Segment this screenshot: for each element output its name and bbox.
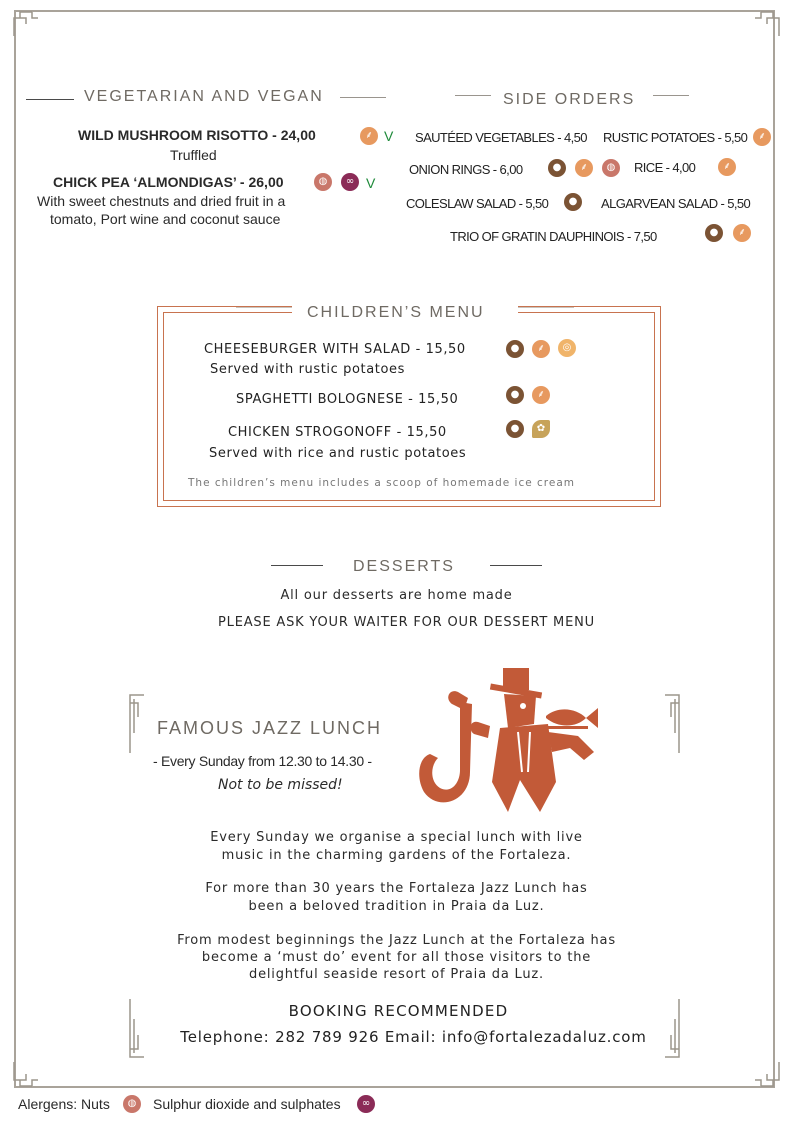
- gluten-icon: ⸙: [718, 158, 736, 176]
- corner-ornament-bottom-right: [751, 1060, 781, 1090]
- side-item: RICE - 4,00: [634, 160, 696, 175]
- section-title-veg: VEGETARIAN AND VEGAN: [84, 88, 324, 105]
- kids-note: The children’s menu includes a scoop of homemade ice cream: [188, 477, 576, 489]
- section-title-jazz: FAMOUS JAZZ LUNCH: [157, 718, 383, 738]
- divider: [340, 97, 386, 98]
- side-item: TRIO OF GRATIN DAUPHINOIS - 7,50: [450, 229, 657, 244]
- jazz-paragraph: delightful seaside resort of Praia da Luz.: [249, 967, 544, 982]
- jazz-paragraph: From modest beginnings the Jazz Lunch at the Fortaleza has: [177, 933, 616, 948]
- section-title-desserts: DESSERTS: [353, 558, 455, 575]
- desserts-line: All our desserts are home made: [280, 588, 513, 603]
- menu-item-desc: Truffled: [170, 147, 217, 163]
- section-title-sides: SIDE ORDERS: [503, 91, 636, 108]
- booking-title: BOOKING RECOMMENDED: [288, 1002, 509, 1020]
- sulphites-icon: ∞: [341, 173, 359, 191]
- divider: [455, 95, 491, 96]
- nuts-icon: ◍: [602, 159, 620, 177]
- dairy-icon: ●: [506, 386, 524, 404]
- kids-item-desc: Served with rustic potatoes: [210, 362, 406, 377]
- side-item: ALGARVEAN SALAD - 5,50: [601, 196, 751, 211]
- dairy-icon: ●: [506, 340, 524, 358]
- kids-item-name: CHEESEBURGER WITH SALAD - 15,50: [204, 342, 466, 357]
- desserts-line: PLEASE ASK YOUR WAITER FOR OUR DESSERT MENU: [218, 615, 595, 630]
- nuts-icon: ◍: [314, 173, 332, 191]
- menu-item-name: CHICK PEA ‘ALMONDIGAS’ - 26,00: [53, 174, 284, 190]
- divider: [490, 565, 542, 566]
- corner-ornament-top-right: [751, 8, 781, 38]
- gluten-icon: ⸙: [532, 340, 550, 358]
- divider: [518, 307, 574, 308]
- dairy-icon: ●: [548, 159, 566, 177]
- divider: [271, 565, 323, 566]
- divider: [26, 99, 74, 100]
- jazz-paragraph: For more than 30 years the Fortaleza Jazz Lunch has: [205, 881, 588, 896]
- corner-ornament-bottom-left: [12, 1060, 42, 1090]
- jazz-paragraph: become a ‘must do’ event for all those visitors to the: [201, 950, 592, 965]
- section-title-kids: CHILDREN’S MENU: [307, 304, 485, 321]
- kids-item-name: SPAGHETTI BOLOGNESE - 15,50: [236, 392, 459, 407]
- saxophonist-illustration: [408, 662, 608, 822]
- celery-icon: ✿: [532, 420, 550, 438]
- jazz-paragraph: been a beloved tradition in Praia da Luz.: [248, 899, 545, 914]
- menu-item-desc: With sweet chestnuts and dried fruit in a: [37, 193, 286, 209]
- corner-ornament-top-left: [12, 8, 42, 38]
- kids-item-desc: Served with rice and rustic potatoes: [209, 446, 467, 461]
- allergens-label: Alergens: Nuts: [18, 1096, 110, 1112]
- side-item: SAUTÉED VEGETABLES - 4,50: [415, 130, 587, 145]
- sulphites-icon: ∞: [357, 1095, 375, 1113]
- gluten-icon: ⸙: [532, 386, 550, 404]
- gluten-icon: ⸙: [360, 127, 378, 145]
- divider: [236, 307, 292, 308]
- ornament-bracket: [126, 693, 146, 755]
- gluten-icon: ⸙: [733, 224, 751, 242]
- jazz-tagline: Not to be missed!: [218, 777, 343, 793]
- vegan-mark: V: [366, 175, 376, 191]
- side-item: COLESLAW SALAD - 5,50: [406, 196, 549, 211]
- allergens-sulph-label: Sulphur dioxide and sulphates: [153, 1096, 341, 1112]
- jazz-paragraph: Every Sunday we organise a special lunch with live: [210, 830, 583, 845]
- dairy-icon: ●: [506, 420, 524, 438]
- gluten-icon: ⸙: [753, 128, 771, 146]
- dairy-icon: ●: [564, 193, 582, 211]
- contact-line: Telephone: 282 789 926 Email: info@fortalezadaluz.com: [180, 1028, 647, 1046]
- side-item: ONION RINGS - 6,00: [409, 162, 523, 177]
- gluten-icon: ⸙: [575, 159, 593, 177]
- egg-icon: ◎: [558, 339, 576, 357]
- menu-item-desc: tomato, Port wine and coconut sauce: [50, 211, 281, 227]
- jazz-paragraph: music in the charming gardens of the Fortaleza.: [221, 848, 572, 863]
- nuts-icon: ◍: [123, 1095, 141, 1113]
- dairy-icon: ●: [705, 224, 723, 242]
- kids-item-name: CHICKEN STROGONOFF - 15,50: [228, 425, 447, 440]
- vegan-mark: V: [384, 128, 394, 144]
- jazz-when: - Every Sunday from 12.30 to 14.30 -: [153, 753, 372, 769]
- divider: [653, 95, 689, 96]
- ornament-bracket: [663, 693, 683, 755]
- side-item: RUSTIC POTATOES - 5,50: [603, 130, 748, 145]
- menu-item-name: WILD MUSHROOM RISOTTO - 24,00: [78, 127, 316, 143]
